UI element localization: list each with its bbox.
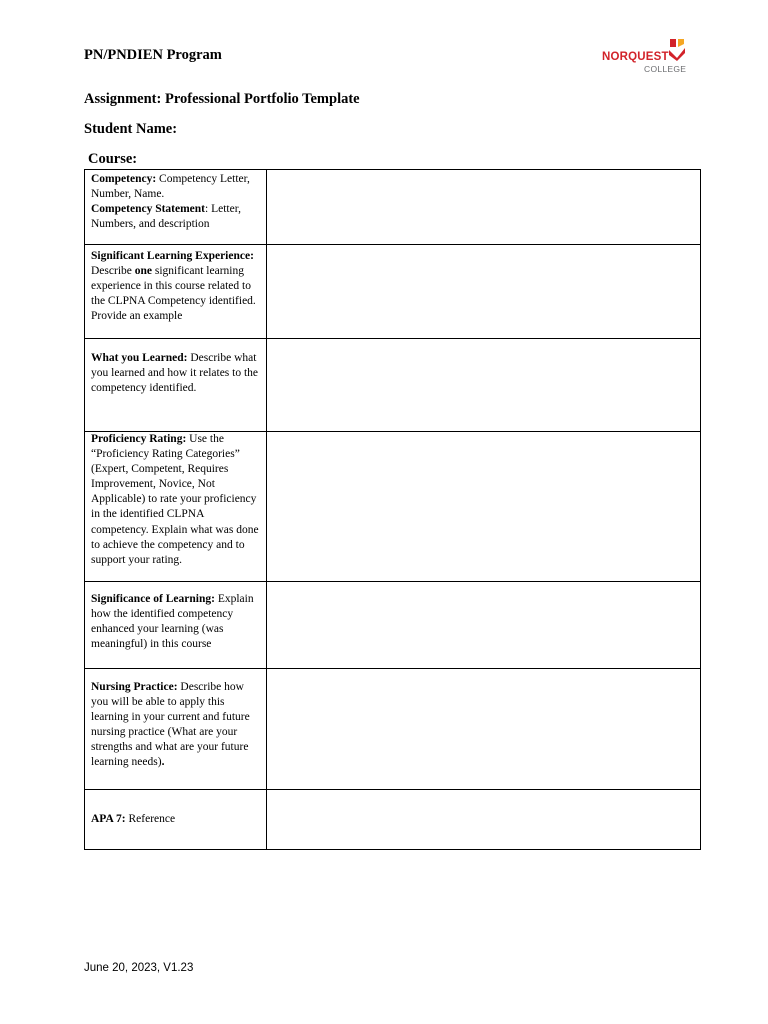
label-text: significant learning experience in this course related to the CLPNA Competency identified. Provide an example	[91, 265, 256, 323]
row-label-proficiency-rating	[85, 432, 267, 582]
row-label-competency	[85, 170, 267, 245]
label-text: Describe	[91, 265, 135, 278]
label-text: Describe what you learned and how it relates to the competency identified.	[91, 352, 259, 395]
label-text: Describe how you will be able to apply this learning in your current and future nursing practice (What are your strengths and what are your future learning needs)	[91, 681, 250, 769]
row-label-significance-of-learning	[85, 582, 267, 669]
answer-cell-proficiency-rating[interactable]	[267, 432, 701, 582]
table-row	[85, 339, 701, 432]
row-label-nursing-practice	[85, 669, 267, 790]
answer-cell-nursing-practice[interactable]	[267, 669, 701, 790]
label-bold: What you Learned:	[91, 352, 188, 364]
table-row	[85, 245, 701, 339]
norquest-college-logo	[600, 38, 690, 78]
table-row	[85, 432, 701, 582]
table-row	[85, 790, 701, 850]
label-bold: .	[161, 756, 165, 769]
row-label-apa-7	[85, 790, 267, 850]
course-label: Course:	[88, 151, 138, 167]
portfolio-table	[84, 169, 701, 850]
norquest-logo-mark-icon	[667, 38, 687, 62]
label-bold: Competency Statement	[91, 203, 206, 216]
program-title: PN/PNDIEN Program	[84, 47, 222, 63]
label-bold: Nursing Practice:	[91, 681, 178, 693]
assignment-title: Assignment: Professional Portfolio Template	[84, 91, 360, 107]
label-bold: Competency:	[91, 173, 157, 185]
footer-version-date: June 20, 2023, V1.23	[84, 962, 194, 974]
label-bold: one	[134, 265, 152, 278]
label-bold: Significance of Learning:	[91, 593, 215, 605]
label-text: support your rating.	[91, 553, 183, 566]
label-text: Explain how the identified competency enhanced your learning (was meaningful) in this course	[91, 593, 254, 651]
table-row	[85, 669, 701, 790]
answer-cell-significant-learning[interactable]	[267, 245, 701, 339]
label-bold: Significant Learning Experience:	[91, 250, 254, 262]
label-bold: Proficiency Rating:	[91, 433, 187, 445]
label-text: Reference	[125, 812, 176, 825]
student-name-label: Student Name:	[84, 121, 178, 137]
logo-wordmark: NORQUEST	[602, 51, 669, 63]
answer-cell-apa-7[interactable]	[267, 790, 701, 850]
answer-cell-what-you-learned[interactable]	[267, 339, 701, 432]
label-text: Competency Letter, Number, Name.	[91, 173, 250, 201]
table-row	[85, 582, 701, 669]
label-text: : Letter, Numbers, and description	[91, 203, 241, 231]
label-text: Use the “Proficiency Rating Categories” (Expert, Competent, Requires Improvement, Novice, Not Applicable) to rate your proficiency in the identified CLPNA competency. Explain what was done to achieve the competency and to	[91, 433, 259, 551]
row-label-what-you-learned	[85, 339, 267, 432]
answer-cell-significance-of-learning[interactable]	[267, 582, 701, 669]
label-bold: APA 7:	[91, 812, 126, 825]
row-label-significant-learning	[85, 245, 267, 339]
answer-cell-competency[interactable]	[267, 170, 701, 245]
logo-subtitle: COLLEGE	[644, 64, 687, 74]
table-row	[85, 170, 701, 245]
